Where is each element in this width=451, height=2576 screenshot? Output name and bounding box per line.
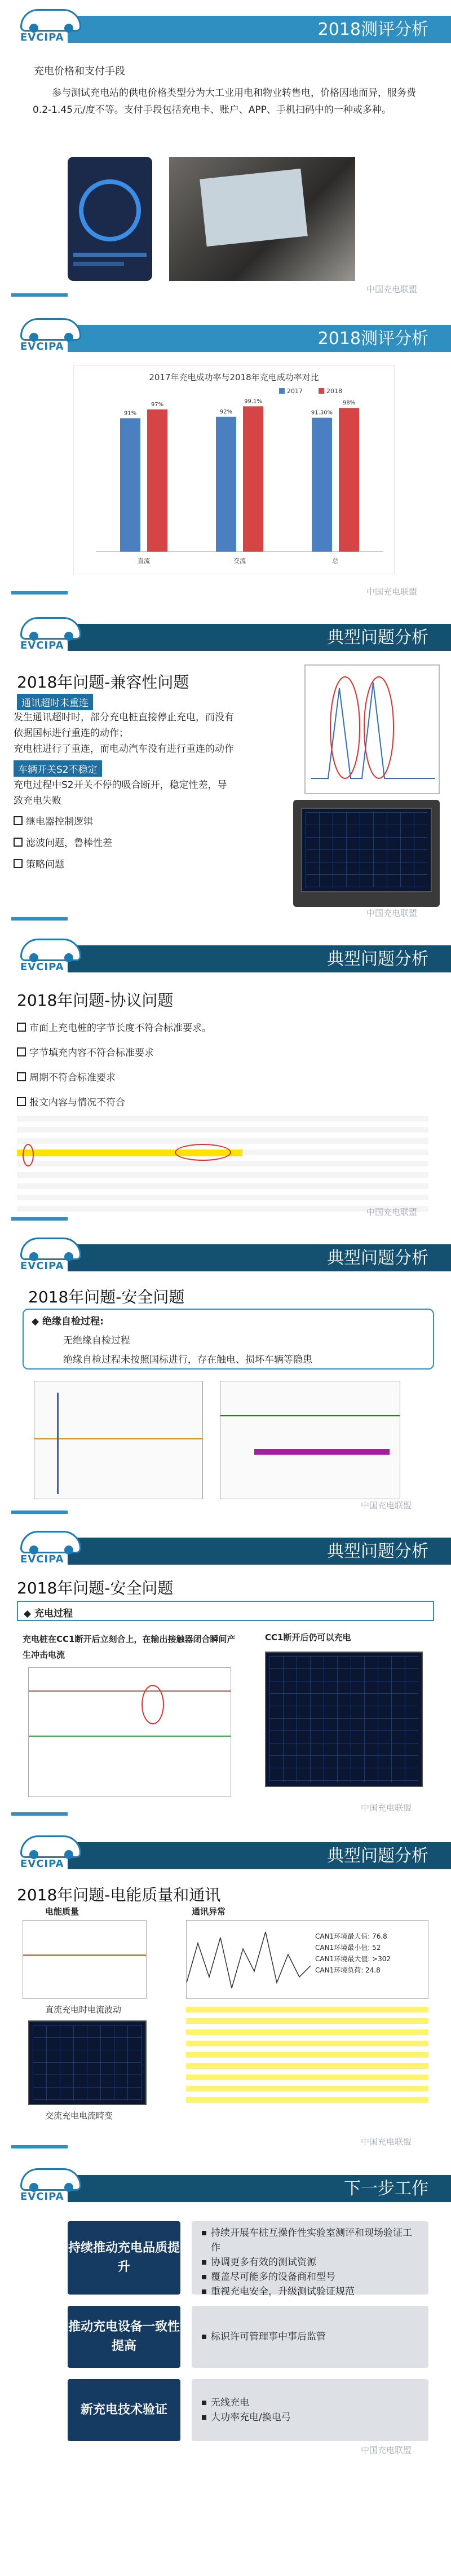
panel-line: 无绝缘自检过程 [63, 1335, 130, 1346]
slide-power-quality [0, 1826, 451, 2159]
work-item: 覆盖尽可能多的设备商和型号 [202, 2270, 418, 2284]
category-label: 总 [332, 557, 339, 565]
slide-next-steps [0, 2159, 451, 2459]
evcipa-logo [17, 1529, 85, 1568]
can-load-trace [187, 1921, 311, 1997]
waveform-graph [306, 666, 439, 793]
wheel-icon [64, 1850, 73, 1859]
brand-name: EVCIPA [20, 640, 64, 651]
issue-text: 充电桩进行了重连，而电动汽车没有进行重连的动作 [14, 743, 234, 755]
slide-charging-safety [0, 1522, 451, 1826]
issue-tag: 通讯超时未重连 [17, 694, 93, 710]
dc-current-graph [23, 1920, 147, 1999]
can-message-table [186, 2007, 428, 2108]
panel-item-label: 绝缘自检过程: [42, 1316, 104, 1327]
slide-pricing [0, 0, 451, 309]
wheel-icon [64, 2183, 73, 2192]
watermark: 中国充电联盟 [361, 1803, 412, 1813]
bar-2018 [339, 408, 359, 552]
issue-text: 充电过程中S2开关不停的吸合断开，稳定性差，导 [14, 780, 227, 791]
section-title: 典型问题分析 [327, 1542, 428, 1561]
bar-2018 [147, 409, 167, 552]
bullet-item: 市面上充电桩的字节长度不符合标准要求。 [17, 1020, 211, 1034]
evcipa-logo [17, 936, 85, 976]
work-title: 新充电技术验证 [68, 2379, 180, 2441]
section-title: 典型问题分析 [327, 1846, 428, 1866]
dc-caption: 直流充电时电流波动 [45, 2005, 122, 2015]
work-item: 重视充电安全，升级测试验证规范 [202, 2284, 418, 2299]
legend-label: 2017 [287, 387, 303, 395]
insulation-graph-left [34, 1381, 203, 1499]
slide-heading: 2018年问题-协议问题 [17, 991, 174, 1010]
inrush-current-graph [28, 1667, 231, 1797]
bullet-item: 策略问题 [14, 856, 64, 870]
cable-decoration [11, 2145, 68, 2148]
cable-decoration [11, 1217, 68, 1221]
can-trace-log [17, 1116, 428, 1212]
work-item: 无线充电 [202, 2396, 291, 2410]
panel-line: 绝缘自检过程未按照国标进行，存在触电、损坏车辆等隐患 [63, 1354, 312, 1366]
quality-label: 电能质量 [45, 1906, 79, 1917]
work-item: 协调更多有效的测试资源 [202, 2255, 418, 2270]
insulation-panel [23, 1309, 434, 1370]
bullet-item: 周期不符合标准要求 [17, 1069, 116, 1084]
category-label: 交流 [233, 557, 246, 565]
panel-item: ◆ 充电过程 [24, 1608, 73, 1619]
work-item: 大功率充电/换电弓 [202, 2410, 291, 2425]
section-title: 典型问题分析 [327, 1248, 428, 1268]
slide-heading: 2018年问题-电能质量和通讯 [17, 1886, 221, 1904]
wheel-icon [64, 24, 73, 33]
panel-item: ◆ 绝缘自检过程: [32, 1316, 104, 1327]
watermark: 中国充电联盟 [361, 2445, 412, 2455]
data-label: 91% [123, 410, 137, 417]
can-stat: CAN1环境最大值: >302 [315, 1955, 391, 1963]
evcipa-logo [17, 316, 85, 355]
ac-caption: 交流充电电流畸变 [45, 2111, 113, 2121]
issue-text: 发生通讯超时时，部分充电桩直接停止充电，而没有 [14, 712, 234, 723]
can-stat: CAN1环境最小值: 52 [315, 1944, 381, 1952]
slide-protocol [0, 930, 451, 1228]
work-items [192, 2379, 428, 2441]
bullet-item: 滤波问题，鲁棒性差 [14, 835, 112, 849]
bar-2018 [243, 406, 263, 552]
work-items [192, 2221, 428, 2295]
data-label: 98% [342, 400, 356, 407]
issue-text: 致充电失败 [14, 795, 61, 807]
right-caption: CC1断开后仍可以充电 [265, 1632, 351, 1643]
brand-name: EVCIPA [20, 961, 64, 973]
brand-name: EVCIPA [20, 2191, 64, 2203]
section-title: 典型问题分析 [327, 949, 428, 969]
slide-success-rate [0, 309, 451, 608]
legend-label: 2018 [326, 387, 342, 395]
data-label: 91.30% [311, 409, 333, 416]
work-title: 持续推动充电品质提升 [68, 2221, 180, 2295]
issue-text: 依据国标进行重连的动作； [14, 728, 129, 739]
bullet-item: 报文内容与情况不符合 [17, 1094, 125, 1108]
brand-name: EVCIPA [20, 32, 64, 43]
slide-heading: 2018年问题-安全问题 [28, 1288, 185, 1306]
cable-decoration [11, 293, 68, 297]
data-label: 99.1% [244, 398, 262, 405]
watermark: 中国充电联盟 [366, 284, 418, 294]
cable-decoration [11, 1812, 68, 1816]
slide-heading: 2018年问题-兼容性问题 [17, 673, 189, 692]
evcipa-logo [17, 2166, 85, 2205]
data-label: 97% [151, 401, 164, 408]
evcipa-logo [17, 615, 85, 654]
evcipa-logo [17, 7, 85, 46]
success-rate-chart [73, 366, 395, 574]
wheel-icon [64, 632, 73, 641]
can-stat: CAN1环境最大值: 76.8 [315, 1932, 387, 1940]
phone-screenshot [68, 157, 152, 281]
charger-photo [169, 157, 355, 281]
watermark: 中国充电联盟 [361, 2137, 412, 2147]
chart-title: 2017年充电成功率与2018年充电成功率对比 [149, 372, 319, 382]
slide-compatibility [0, 608, 451, 930]
bar-2017 [312, 418, 332, 552]
waveform-plot [304, 664, 440, 794]
can-load-graph [186, 1920, 428, 1999]
cable-decoration [11, 1511, 68, 1514]
section-title: 典型问题分析 [327, 628, 428, 648]
oscilloscope-photo [293, 800, 440, 907]
bullet-item: 字节填充内容不符合标准要求 [17, 1045, 154, 1059]
bar-2017 [120, 418, 140, 552]
bullet-item: 继电器控制逻辑 [14, 813, 93, 827]
comm-label: 通讯异常 [192, 1906, 226, 1917]
ac-current-capture [28, 2020, 147, 2105]
cable-decoration [11, 591, 68, 595]
panel-item-label: 充电过程 [34, 1608, 73, 1619]
brand-name: EVCIPA [20, 1260, 64, 1272]
work-title: 推动充电设备一致性提高 [68, 2306, 180, 2368]
wheel-icon [64, 953, 73, 962]
process-panel [17, 1601, 434, 1621]
data-label: 92% [219, 408, 233, 415]
watermark: 中国充电联盟 [361, 1500, 412, 1511]
left-caption: 充电桩在CC1断开后立刻合上，在输出接触器闭合瞬间产生冲击电流 [23, 1634, 236, 1660]
work-item: 持续开展车桩互操作性实验室测评和现场验证工作 [202, 2226, 418, 2255]
cc1-scope-capture [265, 1652, 423, 1787]
issue-tag: 车辆开关S2不稳定 [14, 760, 102, 777]
wheel-icon [64, 333, 73, 342]
watermark: 中国充电联盟 [366, 1207, 418, 1217]
legend-swatch [319, 388, 324, 394]
can-stat: CAN1环境负荷: 24.8 [315, 1966, 381, 1974]
slide-insulation [0, 1228, 451, 1522]
work-item: 标识许可管理事中事后监管 [202, 2330, 326, 2344]
section-title: 2018测评分析 [317, 329, 428, 349]
category-label: 直流 [138, 557, 150, 565]
insulation-graph-right [220, 1381, 400, 1499]
legend-swatch [279, 388, 285, 394]
slide-heading: 充电价格和支付手段 [34, 65, 125, 77]
section-title: 2018测评分析 [317, 20, 428, 39]
section-title: 下一步工作 [344, 2179, 428, 2199]
can-stats [315, 1931, 391, 1976]
bar-2017 [216, 417, 236, 552]
evcipa-logo [17, 1235, 85, 1275]
brand-name: EVCIPA [20, 1858, 64, 1870]
brand-name: EVCIPA [20, 341, 64, 353]
cable-decoration [11, 917, 68, 921]
brand-name: EVCIPA [20, 1553, 64, 1565]
watermark: 中国充电联盟 [366, 587, 418, 597]
slide-heading: 2018年问题-安全问题 [17, 1579, 174, 1597]
wheel-icon [64, 1545, 73, 1555]
slide-paragraph: 参与测试充电站的供电价格类型分为大工业用电和物业转售电，价格因地而异，服务费0.2-1.45元/度不等。支付手段包括充电卡、账户、APP、手机扫码中的一种或多种。 [33, 87, 416, 116]
watermark: 中国充电联盟 [366, 908, 418, 918]
wheel-icon [64, 1252, 73, 1261]
evcipa-logo [17, 1833, 85, 1873]
work-items [192, 2306, 428, 2368]
